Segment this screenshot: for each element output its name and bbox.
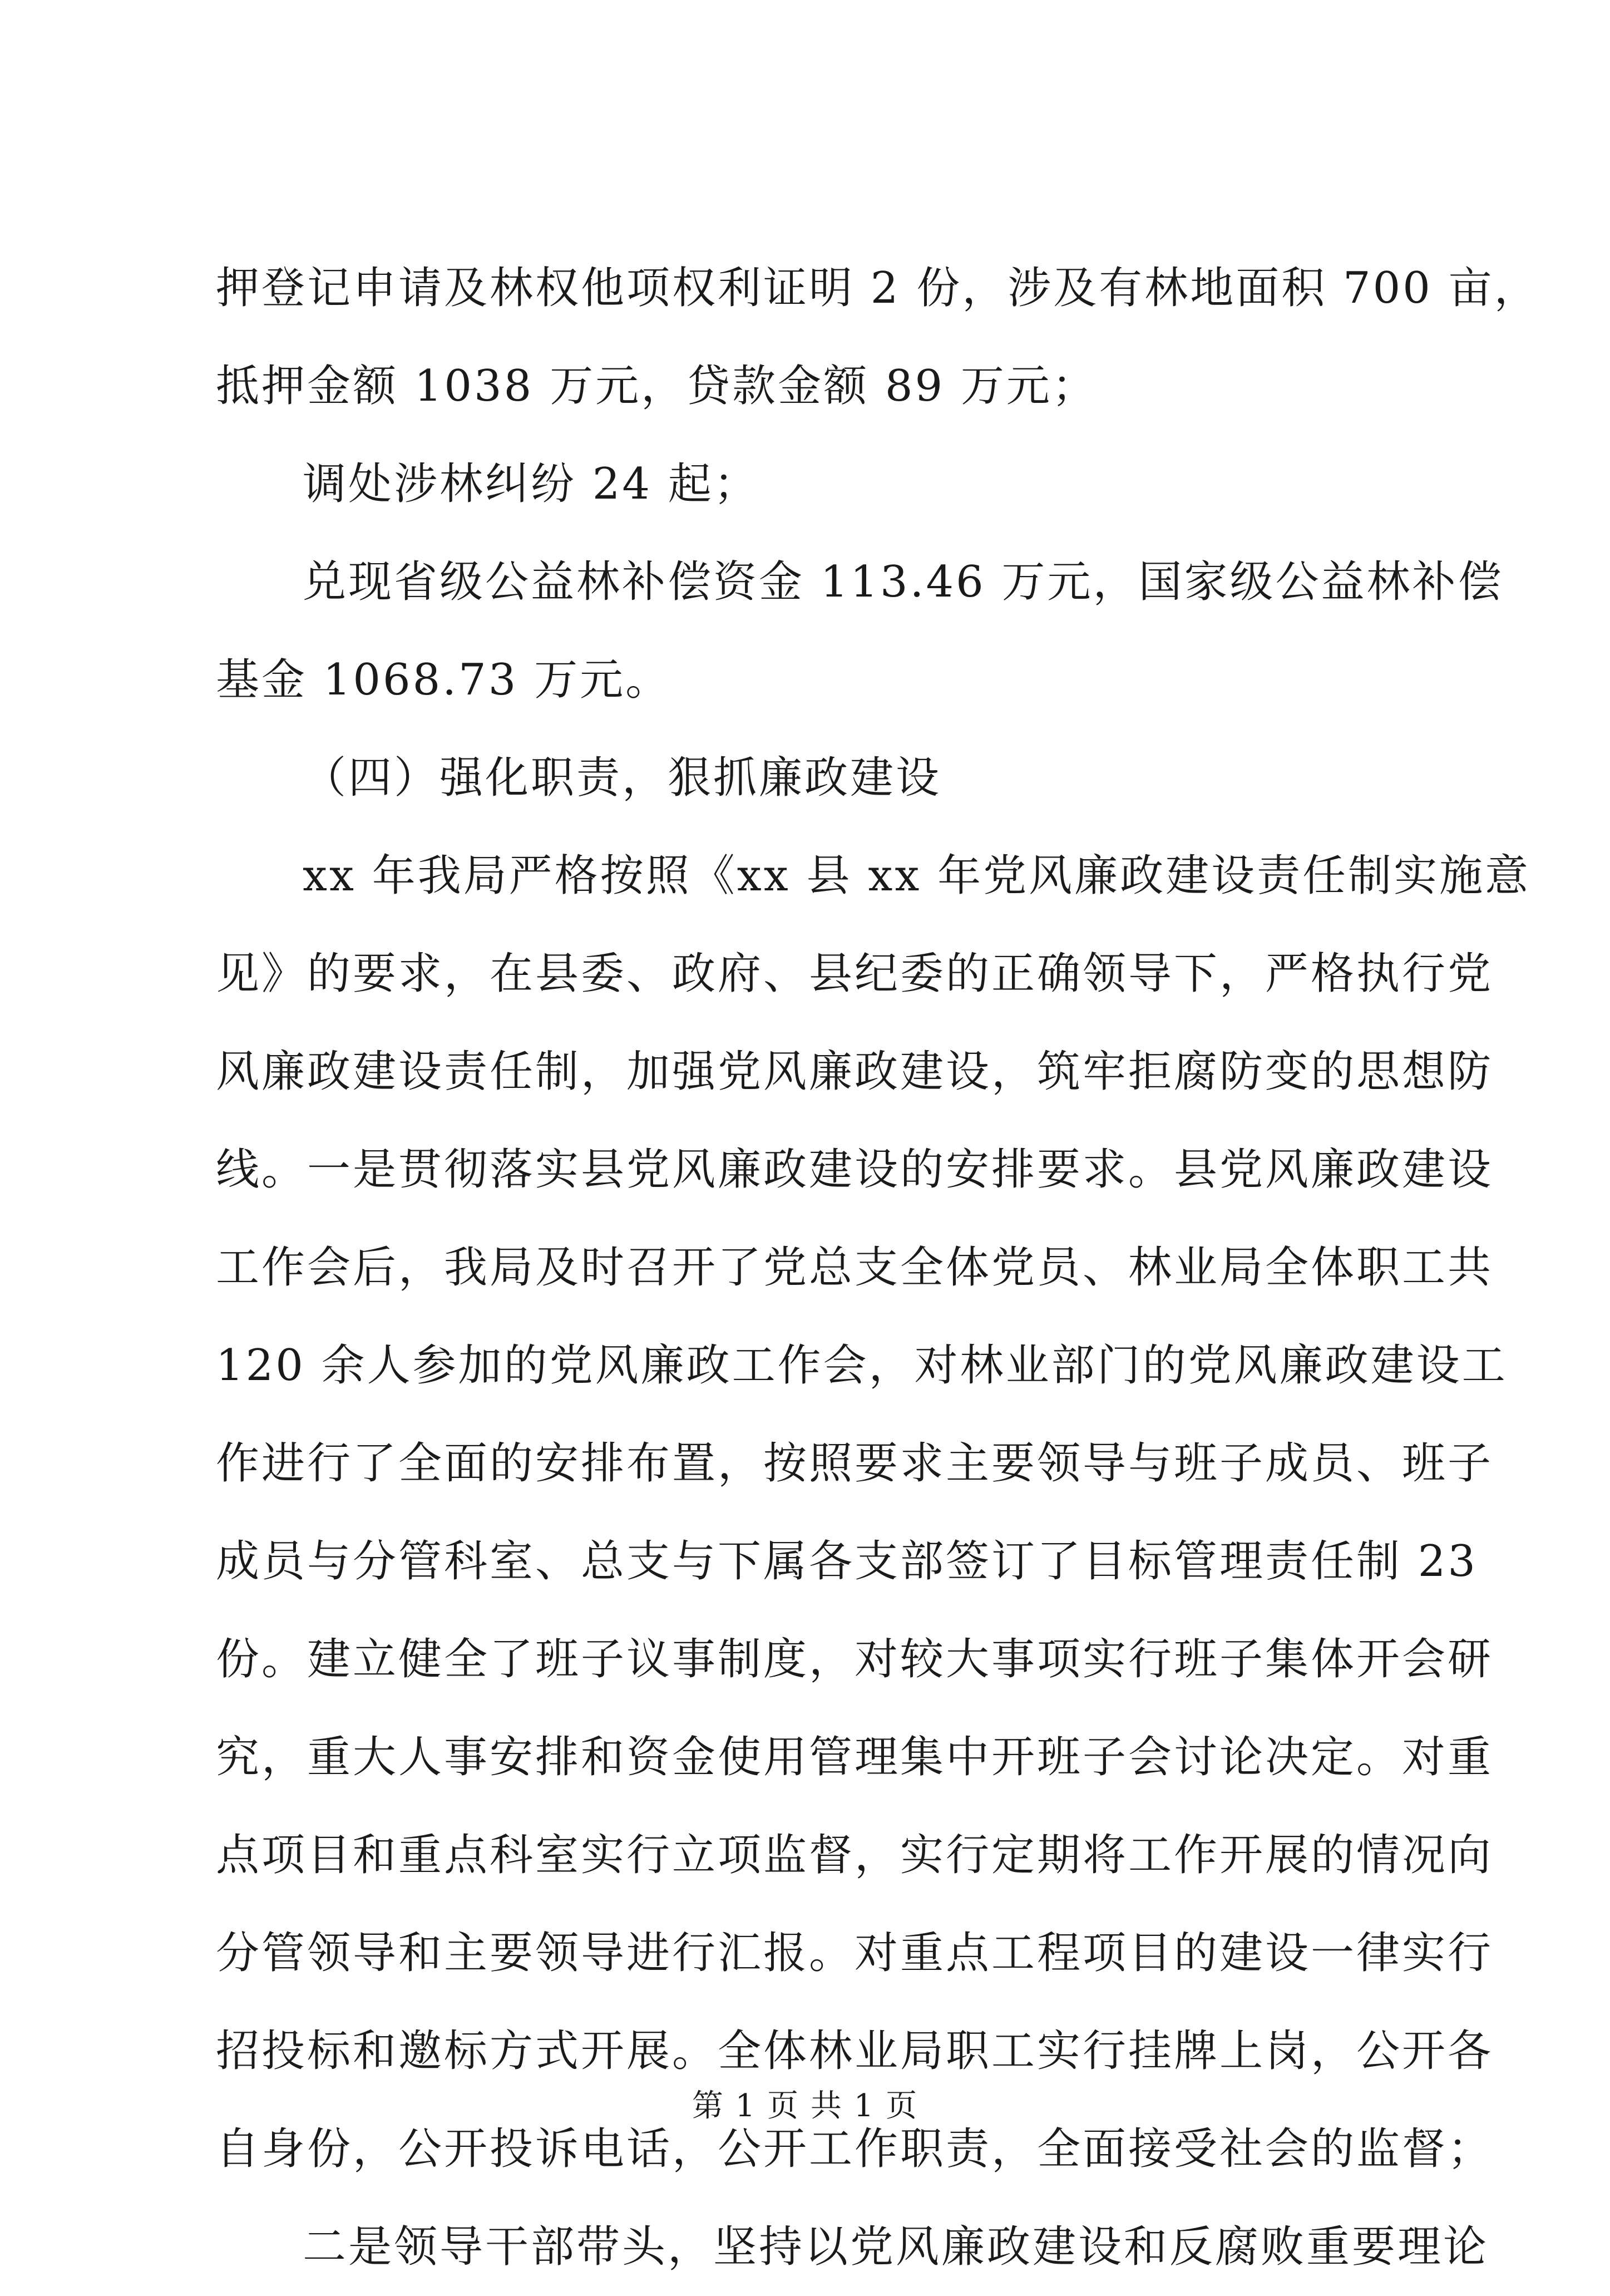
text-line: 工作会后，我局及时召开了党总支全体党员、林业局全体职工共 xyxy=(216,1243,1494,1293)
text-line: 调处涉林纠纷 24 起； xyxy=(303,459,759,509)
text-line: 基金 1068.73 万元。 xyxy=(216,655,671,705)
text-line: 120 余人参加的党风廉政工作会，对林业部门的党风廉政建设工 xyxy=(216,1341,1508,1391)
section-heading: （四）强化职责，狠抓廉政建设 xyxy=(303,753,942,803)
text-line: 成员与分管科室、总支与下属各支部签订了目标管理责任制 23 xyxy=(216,1536,1478,1586)
text-line: 份。建立健全了班子议事制度，对较大事项实行班子集体开会研 xyxy=(216,1634,1494,1684)
text-line: 兑现省级公益林补偿资金 113.46 万元，国家级公益林补偿 xyxy=(303,557,1504,607)
page-number: 第 1 页 共 1 页 xyxy=(692,2088,918,2124)
text-line: xx 年我局严格按照《xx 县 xx 年党风廉政建设责任制实施意 xyxy=(303,851,1531,901)
text-line: 作进行了全面的安排布置，按照要求主要领导与班子成员、班子 xyxy=(216,1438,1494,1489)
text-line: 二是领导干部带头，坚持以党风廉政建设和反腐败重要理论 xyxy=(303,2222,1489,2272)
text-line: 线。一是贯彻落实县党风廉政建设的安排要求。县党风廉政建设 xyxy=(216,1145,1494,1195)
text-line: 分管领导和主要领导进行汇报。对重点工程项目的建设一律实行 xyxy=(216,1928,1494,1978)
text-line: 风廉政建设责任制，加强党风廉政建设，筑牢拒腐防变的思想防 xyxy=(216,1047,1494,1097)
text-line: 押登记申请及林权他项权利证明 2 份，涉及有林地面积 700 亩， xyxy=(216,263,1540,313)
text-line: 究，重大人事安排和资金使用管理集中开班子会讨论决定。对重 xyxy=(216,1732,1494,1782)
page-footer xyxy=(0,2084,1610,2129)
text-line: 见》的要求，在县委、政府、县纪委的正确领导下，严格执行党 xyxy=(216,949,1494,999)
text-line: 点项目和重点科室实行立项监督，实行定期将工作开展的情况向 xyxy=(216,1830,1494,1880)
text-line: 自身份，公开投诉电话，公开工作职责，全面接受社会的监督； xyxy=(216,2124,1494,2174)
document-body xyxy=(216,239,1540,2296)
text-line: 招投标和邀标方式开展。全体林业局职工实行挂牌上岗，公开各 xyxy=(216,2026,1494,2076)
text-line: 抵押金额 1038 万元，贷款金额 89 万元； xyxy=(216,361,1098,411)
